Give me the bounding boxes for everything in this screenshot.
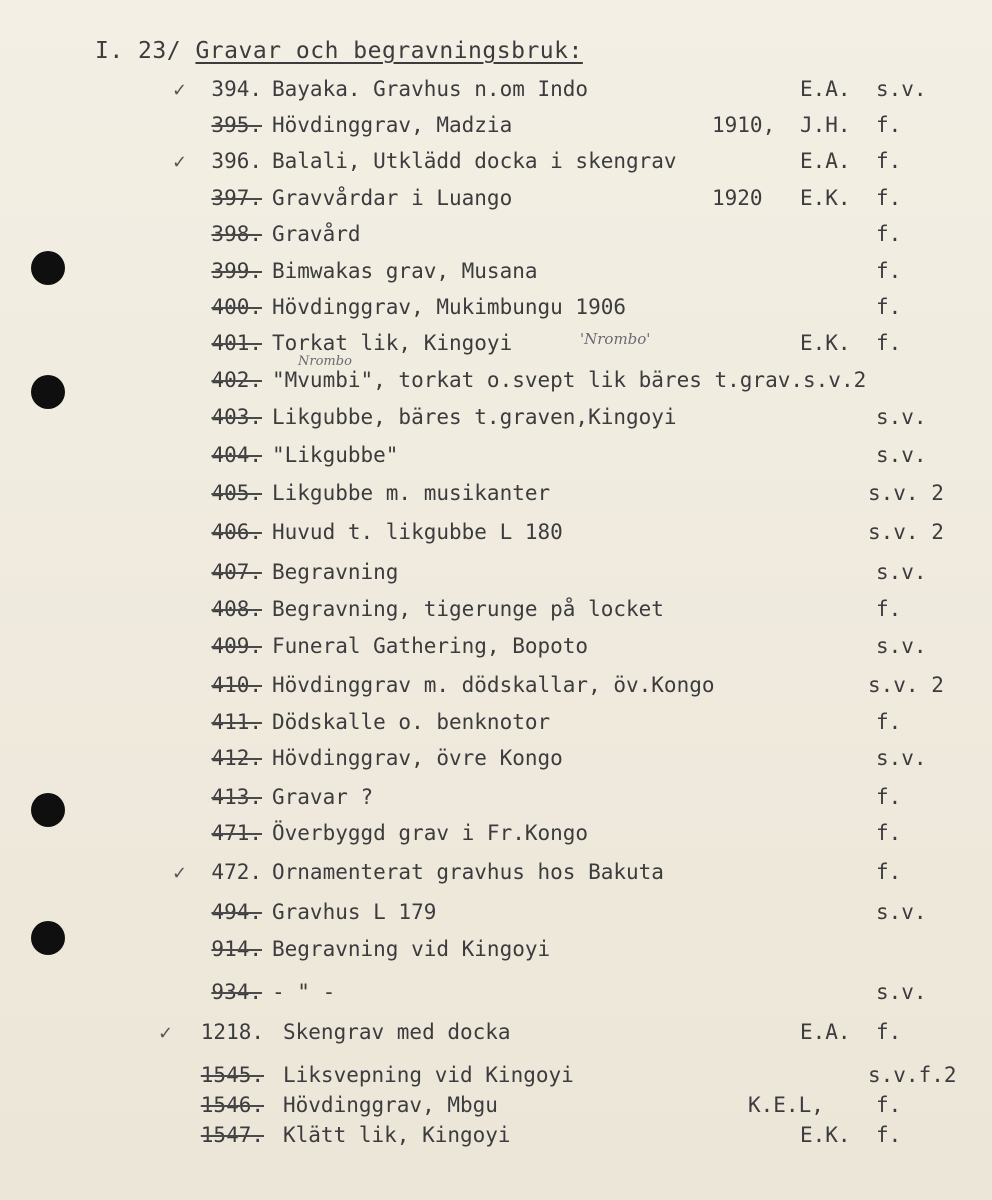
entry-format: s.v. bbox=[876, 980, 927, 1004]
check-mark-icon: ✓ bbox=[172, 80, 188, 101]
entry-format: s.v. 2 bbox=[868, 520, 944, 544]
catalog-number: 471. bbox=[211, 821, 262, 845]
entry-format: f. bbox=[876, 860, 902, 884]
entry-description: "Mvumbi", torkat o.svept lik bäres t.grav.s.v.2 bbox=[272, 368, 867, 392]
list-item bbox=[0, 186, 992, 218]
entry-year: 1910, bbox=[712, 113, 776, 137]
list-item bbox=[0, 368, 992, 400]
entry-format: f. bbox=[876, 295, 902, 319]
entry-description: - " - bbox=[272, 980, 336, 1004]
entry-format: f. bbox=[876, 1093, 902, 1117]
list-item bbox=[0, 634, 992, 666]
catalog-number: 398. bbox=[211, 222, 262, 246]
list-item bbox=[0, 295, 992, 327]
entry-description: Skengrav med docka bbox=[283, 1020, 511, 1044]
list-item bbox=[0, 405, 992, 437]
list-item bbox=[0, 560, 992, 592]
entry-format: f. bbox=[876, 331, 902, 355]
handwritten-annotation: Nrombo bbox=[298, 354, 352, 369]
entry-description: Balali, Utklädd docka i skengrav bbox=[272, 149, 677, 173]
entry-description: Likgubbe m. musikanter bbox=[272, 481, 551, 505]
catalog-number: 413. bbox=[211, 785, 262, 809]
list-item bbox=[0, 710, 992, 742]
entry-format: f. bbox=[876, 785, 902, 809]
list-item bbox=[0, 222, 992, 254]
entry-format: s.v. bbox=[876, 443, 927, 467]
entry-format: f. bbox=[876, 259, 902, 283]
entry-format: f. bbox=[876, 710, 902, 734]
entry-format: f. bbox=[876, 597, 902, 621]
entry-initials: E.A. bbox=[800, 77, 851, 101]
entry-format: s.v. bbox=[876, 77, 927, 101]
check-mark-icon: ✓ bbox=[172, 152, 188, 173]
entry-format: f. bbox=[876, 821, 902, 845]
list-item bbox=[0, 746, 992, 778]
entry-format: f. bbox=[876, 113, 902, 137]
catalog-number: 396. bbox=[211, 149, 262, 173]
catalog-number: 1545. bbox=[200, 1063, 264, 1087]
entry-description: Hövdinggrav, övre Kongo bbox=[272, 746, 563, 770]
entry-description: Klätt lik, Kingoyi bbox=[283, 1123, 511, 1147]
check-mark-icon: ✓ bbox=[172, 863, 188, 884]
list-item bbox=[0, 443, 992, 475]
catalog-number: 407. bbox=[211, 560, 262, 584]
handwritten-annotation: 'Nrombo' bbox=[580, 330, 651, 348]
list-item bbox=[0, 900, 992, 932]
list-item bbox=[0, 1123, 992, 1155]
list-item bbox=[0, 520, 992, 552]
catalog-number: 403. bbox=[211, 405, 262, 429]
heading-title: Gravar och begravningsbruk: bbox=[195, 38, 583, 64]
catalog-number: 472. bbox=[211, 860, 262, 884]
list-item bbox=[0, 937, 992, 969]
catalog-number: 494. bbox=[211, 900, 262, 924]
entry-format: s.v. 2 bbox=[868, 481, 944, 505]
list-item bbox=[0, 259, 992, 291]
catalog-number: 399. bbox=[211, 259, 262, 283]
entry-description: Huvud t. likgubbe L 180 bbox=[272, 520, 563, 544]
catalog-number: 401. bbox=[211, 331, 262, 355]
entry-format: f. bbox=[876, 149, 902, 173]
catalog-number: 1547. bbox=[200, 1123, 264, 1147]
catalog-number: 395. bbox=[211, 113, 262, 137]
entry-description: Begravning, tigerunge på locket bbox=[272, 597, 664, 621]
entry-description: Gravhus L 179 bbox=[272, 900, 437, 924]
catalog-number: 402. bbox=[211, 368, 262, 392]
catalog-number: 410. bbox=[211, 673, 262, 697]
entry-format: s.v. bbox=[876, 634, 927, 658]
entry-description: Begravning bbox=[272, 560, 399, 584]
entry-description: Dödskalle o. benknotor bbox=[272, 710, 551, 734]
entry-initials: E.K. bbox=[800, 1123, 851, 1147]
entry-initials: E.A. bbox=[800, 149, 851, 173]
catalog-number: 397. bbox=[211, 186, 262, 210]
catalog-number: 412. bbox=[211, 746, 262, 770]
catalog-number: 394. bbox=[211, 77, 262, 101]
entry-description: Överbyggd grav i Fr.Kongo bbox=[272, 821, 589, 845]
catalog-number: 405. bbox=[211, 481, 262, 505]
entry-description: Ornamenterat gravhus hos Bakuta bbox=[272, 860, 664, 884]
catalog-number: 411. bbox=[211, 710, 262, 734]
list-item bbox=[0, 673, 992, 705]
list-item bbox=[0, 785, 992, 817]
entry-format: f. bbox=[876, 1123, 902, 1147]
list-item bbox=[0, 113, 992, 145]
entry-description: Gravar ? bbox=[272, 785, 374, 809]
entry-format: f. bbox=[876, 222, 902, 246]
check-mark-icon: ✓ bbox=[158, 1023, 174, 1044]
entry-description: Begravning vid Kingoyi bbox=[272, 937, 551, 961]
entry-initials: K.E.L, bbox=[748, 1093, 824, 1117]
catalog-number: 409. bbox=[211, 634, 262, 658]
entry-description: Funeral Gathering, Bopoto bbox=[272, 634, 589, 658]
entry-description: Torkat lik, Kingoyi bbox=[272, 331, 513, 355]
entry-description: Hövdinggrav, Madzia bbox=[272, 113, 513, 137]
list-item bbox=[0, 1020, 992, 1052]
entry-description: Liksvepning vid Kingoyi bbox=[283, 1063, 574, 1087]
entry-format: s.v. bbox=[876, 405, 927, 429]
list-item bbox=[0, 1063, 992, 1095]
list-item bbox=[0, 980, 992, 1012]
catalog-number: 1546. bbox=[200, 1093, 264, 1117]
entry-description: Hövdinggrav m. dödskallar, öv.Kongo bbox=[272, 673, 715, 697]
entry-format: s.v. bbox=[876, 560, 927, 584]
catalog-number: 404. bbox=[211, 443, 262, 467]
catalog-number: 406. bbox=[211, 520, 262, 544]
entry-year: 1920 bbox=[712, 186, 763, 210]
list-item bbox=[0, 331, 992, 363]
entry-initials: J.H. bbox=[800, 113, 851, 137]
heading-prefix: I. 23/ bbox=[95, 38, 182, 64]
entry-description: Bimwakas grav, Musana bbox=[272, 259, 538, 283]
entry-format: s.v. bbox=[876, 746, 927, 770]
page-heading bbox=[95, 38, 583, 64]
entry-initials: E.A. bbox=[800, 1020, 851, 1044]
entry-description: Hövdinggrav, Mukimbungu 1906 bbox=[272, 295, 627, 319]
catalog-number: 914. bbox=[211, 937, 262, 961]
list-item bbox=[0, 597, 992, 629]
list-item bbox=[0, 1093, 992, 1125]
entry-description: Likgubbe, bäres t.graven,Kingoyi bbox=[272, 405, 677, 429]
entry-description: Gravård bbox=[272, 222, 361, 246]
entry-description: Gravvårdar i Luango bbox=[272, 186, 513, 210]
list-item bbox=[0, 77, 992, 109]
entry-initials: E.K. bbox=[800, 186, 851, 210]
entry-description: Bayaka. Gravhus n.om Indo bbox=[272, 77, 589, 101]
list-item bbox=[0, 860, 992, 892]
catalog-number: 934. bbox=[211, 980, 262, 1004]
entry-format: f. bbox=[876, 1020, 902, 1044]
entry-format: s.v. 2 bbox=[868, 673, 944, 697]
catalog-number: 400. bbox=[211, 295, 262, 319]
entry-initials: E.K. bbox=[800, 331, 851, 355]
list-item bbox=[0, 149, 992, 181]
entry-format: s.v.f.2 bbox=[868, 1063, 957, 1087]
entry-description: "Likgubbe" bbox=[272, 443, 399, 467]
entry-format: s.v. bbox=[876, 900, 927, 924]
entry-format: f. bbox=[876, 186, 902, 210]
list-item bbox=[0, 481, 992, 513]
catalog-number: 1218. bbox=[200, 1020, 264, 1044]
catalog-number: 408. bbox=[211, 597, 262, 621]
entry-description: Hövdinggrav, Mbgu bbox=[283, 1093, 498, 1117]
list-item bbox=[0, 821, 992, 853]
